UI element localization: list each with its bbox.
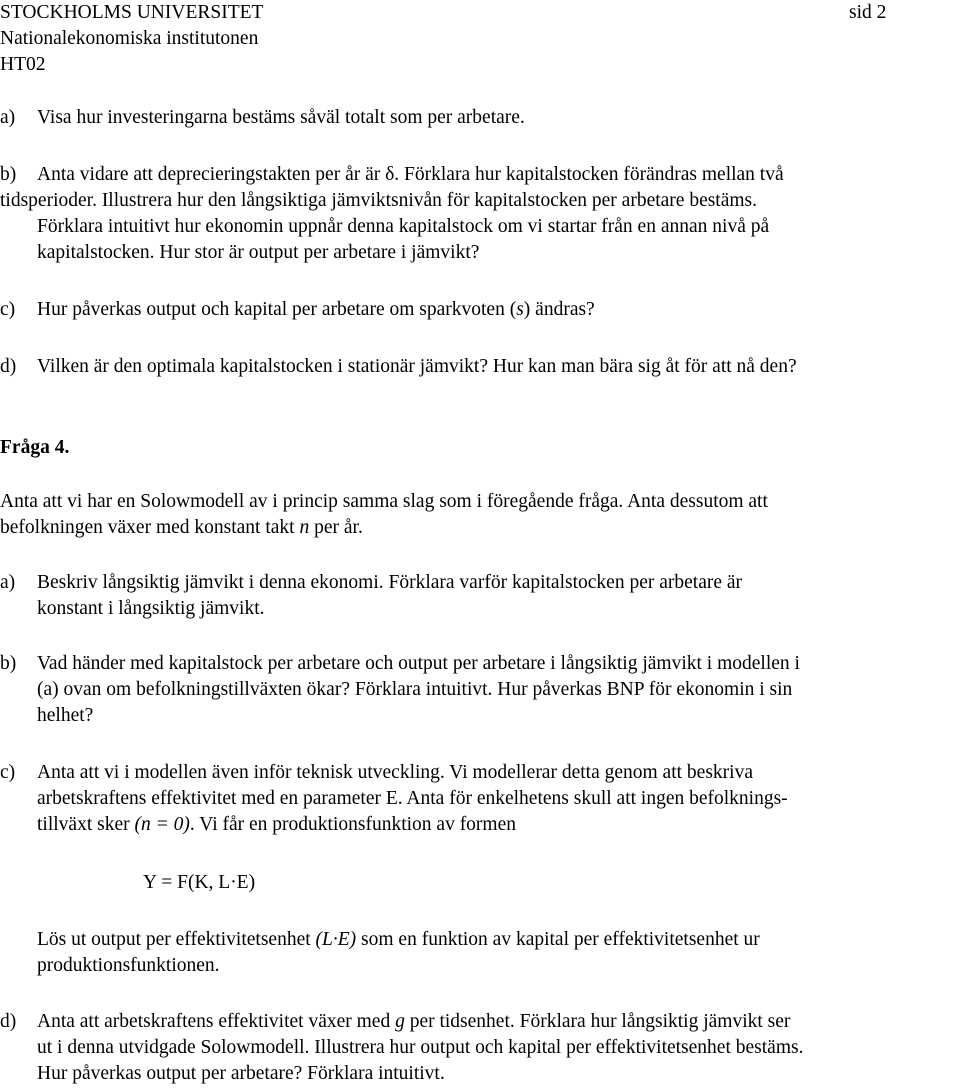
item-label: b) bbox=[0, 653, 17, 674]
question-subtext: Lös ut output per effektivitetsenhet (L·E) som en funktion av kapital per effektivitetsenhet ur produktionsfunktionen. bbox=[37, 929, 760, 976]
item-text: Hur påverkas output och kapital per arbetare om sparkvoten ( bbox=[37, 299, 517, 320]
variable-g: g bbox=[395, 1011, 405, 1032]
item-text: Vilken är den optimala kapitalstocken i stationär jämvikt? Hur kan man bära sig åt för att nå den? bbox=[37, 356, 797, 377]
question-heading: Fråga 4. bbox=[0, 437, 70, 458]
item-text: tidsperioder. Illustrera hur den långsiktiga jämviktsnivån för kapitalstocken per arbetare bestäms. bbox=[0, 190, 758, 211]
term-code: HT02 bbox=[0, 54, 46, 75]
page-number: sid 2 bbox=[849, 2, 887, 23]
question-intro: Anta att vi har en Solowmodell av i princip samma slag som i föregående fråga. Anta dessutom att befolkningen växer med konstant takt n per år. bbox=[0, 491, 768, 538]
variable-s: s bbox=[516, 299, 524, 320]
item-label: d) bbox=[0, 1011, 17, 1032]
item-text: kapitalstocken. Hur stor är output per arbetare i jämvikt? bbox=[37, 242, 480, 263]
document-page: STOCKHOLMS UNIVERSITET Nationalekonomiska institutonen HT02 sid 2 a) Visa hur investeringarna bestäms såväl totalt som per arbetare. b) Anta vidare att deprecieringstakten per år är δ. Förklara hur kapitalstocken förändras mellan två tidsperioder. Illustrera hur den långsiktiga jämviktsnivån för kapitalstocken per arbetare bestäms. Förklara intuitivt hur ekonomin uppnår denna kapitalstock om vi startar från en annan nivå på kapitalstocken. Hur stor är output per arbetare i jämvikt? c) Hur påverkas output och kapital per arbetare om sparkvoten (s) ändras? d) Vilken är den optimala kapitalstocken i stationär jämvikt? Hur kan man bära sig åt för att nå den? Fråga 4. Anta att vi har en Solowmodell av i princip samma slag som i föregående fråga. Anta dessutom att befolkningen växer med konstant takt n per år. a) Beskriv långsiktig jämvikt i denna ekonomi. Förklara varför kapitalstocken per arbetare är konstant i långsiktig jämvikt. b) Vad händer med kapitalstock per arbetare och output per arbetare i långsiktig jämvikt i modellen i (a) ovan om befolkningstillväxten ökar? Förklara intuitivt. Hur påverkas BNP för ekonomin i sin helhet? c) Anta att vi i modellen även inför teknisk utveckling. Vi modellerar detta genom att beskriva arbetskraftens effektivitet med en parameter E. Anta för enkelhetens skull att ingen befolknings- tillväxt sker (n = 0). Vi får en produktionsfunktion av formen Y = F(K, L·E) Lös ut output per effektivitetsenhet (L·E) som en funktion av kapital per effektivitetsenhet ur produktionsfunktionen. d) Anta att arbetskraftens effektivitet växer med g per tidsenhet. Förklara hur långsiktig jämvikt ser ut i denna utvidgade Solowmodell. Illustrera hur output och kapital per effektivitetsenhet bestäms. Hur påverkas output per arbetare? Förklara intuitivt. bbox=[0, 0, 960, 1088]
department-name: Nationalekonomiska institutonen bbox=[0, 28, 259, 49]
item-label: d) bbox=[0, 356, 17, 377]
item-label: c) bbox=[0, 299, 16, 320]
item-label: c) bbox=[0, 762, 16, 783]
item-text: ) ändras? bbox=[523, 299, 595, 320]
item-text: Anta vidare att deprecieringstakten per år är δ. Förklara hur kapitalstocken förändras mellan två bbox=[37, 164, 784, 185]
item-label: a) bbox=[0, 107, 16, 128]
variable-n: n bbox=[299, 517, 310, 538]
item-text: Förklara intuitivt hur ekonomin uppnår denna kapitalstock om vi startar från en annan nivå på bbox=[37, 216, 770, 237]
item-text: Visa hur investeringarna bestäms såväl totalt som per arbetare. bbox=[37, 107, 525, 128]
university-name: STOCKHOLMS UNIVERSITET bbox=[0, 2, 264, 23]
item-label: a) bbox=[0, 572, 16, 593]
production-function-formula: Y = F(K, L·E) bbox=[143, 872, 256, 893]
item-label: b) bbox=[0, 164, 17, 185]
